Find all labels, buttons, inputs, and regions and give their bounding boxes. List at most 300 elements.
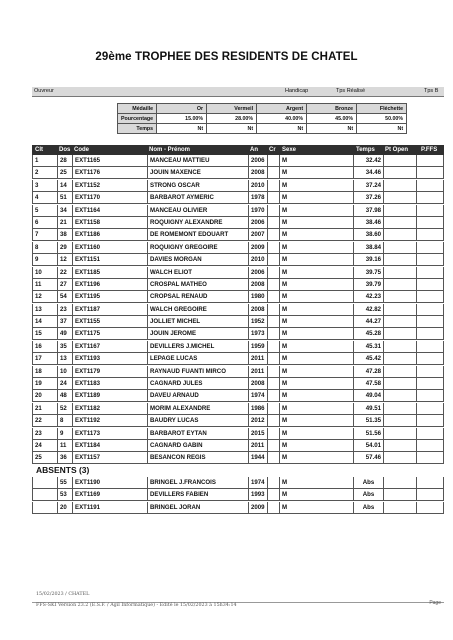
cell-sexe: M <box>279 403 353 415</box>
cell-an: 1973 <box>248 328 267 340</box>
cell-nom: BARBAROT EYTAN <box>147 428 248 440</box>
cell-an: 2006 <box>248 155 267 167</box>
cell-cr <box>267 267 279 279</box>
absent-row <box>32 489 444 501</box>
param-header: Bronze <box>307 104 357 114</box>
cell-clt: 24 <box>32 440 57 452</box>
cell-temps: 45.42 <box>353 353 383 365</box>
cell-pffs <box>416 378 444 390</box>
cell-temps: 51.35 <box>353 415 383 427</box>
cell-pt_open <box>383 428 416 440</box>
cell-clt: 9 <box>32 254 57 266</box>
cell-sexe: M <box>279 279 353 291</box>
cell-sexe: M <box>279 428 353 440</box>
cell-dos: 54 <box>57 291 72 303</box>
param-cell: 28.00% <box>207 114 257 124</box>
cell-pt_open <box>383 217 416 229</box>
cell-sexe: M <box>279 167 353 179</box>
cell-pt_open <box>383 378 416 390</box>
cell-code: EXT1195 <box>72 291 147 303</box>
table-row <box>32 242 444 254</box>
cell-cr <box>267 477 279 489</box>
cell-sexe: M <box>279 378 353 390</box>
cell-sexe: M <box>279 353 353 365</box>
cell-pt_open <box>383 341 416 353</box>
table-row <box>32 440 444 452</box>
cell-pt_open <box>383 167 416 179</box>
cell-cr <box>267 428 279 440</box>
cell-an: 1986 <box>248 403 267 415</box>
cell-nom: DEVILLERS FABIEN <box>147 489 248 501</box>
cell-code: EXT1151 <box>72 254 147 266</box>
cell-dos: 27 <box>57 279 72 291</box>
cell-temps: 34.46 <box>353 167 383 179</box>
cell-temps: 42.23 <box>353 291 383 303</box>
cell-blank <box>32 477 57 489</box>
table-row <box>32 155 444 167</box>
cell-code: EXT1190 <box>72 477 147 489</box>
param-header-row <box>118 104 407 114</box>
table-row <box>32 428 444 440</box>
cell-sexe: M <box>279 205 353 217</box>
cell-temps: 47.58 <box>353 378 383 390</box>
cell-an: 2006 <box>248 267 267 279</box>
cell-code: EXT1183 <box>72 378 147 390</box>
cell-an: 2008 <box>248 378 267 390</box>
cell-code: EXT1179 <box>72 366 147 378</box>
results-table <box>32 155 444 465</box>
col-temps: Temps <box>356 146 375 153</box>
cell-cr <box>267 378 279 390</box>
cell-nom: DEVILLERS J.MICHEL <box>147 341 248 353</box>
table-row <box>32 267 444 279</box>
cell-temps: 37.98 <box>353 205 383 217</box>
cell-clt: 12 <box>32 291 57 303</box>
tps-b-label: Tps B <box>424 88 439 94</box>
cell-code: EXT1184 <box>72 440 147 452</box>
cell-temps: 49.04 <box>353 390 383 402</box>
cell-sexe: M <box>279 415 353 427</box>
cell-code: EXT1186 <box>72 229 147 241</box>
page-label: Page <box>429 600 441 606</box>
cell-cr <box>267 217 279 229</box>
cell-clt: 8 <box>32 242 57 254</box>
table-row <box>32 328 444 340</box>
cell-an: 2009 <box>248 502 267 514</box>
table-row <box>32 304 444 316</box>
cell-temps: 38.84 <box>353 242 383 254</box>
opener-bar <box>32 87 444 96</box>
cell-an: 1959 <box>248 341 267 353</box>
cell-dos: 37 <box>57 316 72 328</box>
cell-temps: 38.60 <box>353 229 383 241</box>
cell-an: 2006 <box>248 217 267 229</box>
cell-code: EXT1192 <box>72 415 147 427</box>
cell-dos: 52 <box>57 403 72 415</box>
cell-dos: 38 <box>57 229 72 241</box>
cell-sexe: M <box>279 229 353 241</box>
cell-pt_open <box>383 502 416 514</box>
cell-temps: 37.24 <box>353 180 383 192</box>
cell-code: EXT1160 <box>72 242 147 254</box>
cell-pt_open <box>383 242 416 254</box>
cell-nom: RAYNAUD FUANTI MIRCO <box>147 366 248 378</box>
cell-clt: 23 <box>32 428 57 440</box>
ouvreur-label: Ouvreur <box>34 88 54 94</box>
cell-code: EXT1169 <box>72 489 147 501</box>
cell-cr <box>267 180 279 192</box>
table-row <box>32 378 444 390</box>
cell-pffs <box>416 502 444 514</box>
cell-pt_open <box>383 353 416 365</box>
cell-pffs <box>416 205 444 217</box>
cell-dos: 53 <box>57 489 72 501</box>
cell-code: EXT1164 <box>72 205 147 217</box>
cell-nom: BESANCON REGIS <box>147 452 248 464</box>
table-row <box>32 291 444 303</box>
cell-nom: JOUIN MAXENCE <box>147 167 248 179</box>
param-header: Médaille <box>118 104 157 114</box>
cell-nom: WALCH ELIOT <box>147 267 248 279</box>
cell-clt: 16 <box>32 341 57 353</box>
cell-clt: 17 <box>32 353 57 365</box>
cell-sexe: M <box>279 242 353 254</box>
cell-nom: ROQUIGNY ALEXANDRE <box>147 217 248 229</box>
footer-line-2: FFS-SKI Version 23.2 (E.S.F. / Agil Informatique) - Edité le 15/02/2023 à 15h34:14 <box>36 603 237 608</box>
table-row <box>32 353 444 365</box>
col-sexe: Sexe <box>282 146 297 153</box>
cell-pffs <box>416 291 444 303</box>
cell-nom: CROSPAL MATHEO <box>147 279 248 291</box>
cell-dos: 48 <box>57 390 72 402</box>
cell-pffs <box>416 489 444 501</box>
cell-pt_open <box>383 440 416 452</box>
param-header: Or <box>157 104 207 114</box>
param-cell: Nt <box>207 124 257 134</box>
cell-pffs <box>416 403 444 415</box>
cell-sexe: M <box>279 155 353 167</box>
cell-pffs <box>416 242 444 254</box>
cell-clt: 15 <box>32 328 57 340</box>
cell-clt: 25 <box>32 452 57 464</box>
cell-nom: BRINGEL JORAN <box>147 502 248 514</box>
cell-sexe: M <box>279 304 353 316</box>
medal-parameters-table <box>117 103 407 134</box>
cell-nom: STRONG OSCAR <box>147 180 248 192</box>
table-row <box>32 415 444 427</box>
cell-an: 2008 <box>248 304 267 316</box>
cell-clt: 18 <box>32 366 57 378</box>
cell-pt_open <box>383 304 416 316</box>
cell-temps: 57.46 <box>353 452 383 464</box>
param-cell: 15.00% <box>157 114 207 124</box>
cell-an: 2015 <box>248 428 267 440</box>
cell-dos: 11 <box>57 440 72 452</box>
cell-sexe: M <box>279 452 353 464</box>
cell-dos: 24 <box>57 378 72 390</box>
table-row <box>32 205 444 217</box>
cell-pffs <box>416 366 444 378</box>
cell-clt: 22 <box>32 415 57 427</box>
cell-an: 2011 <box>248 366 267 378</box>
results-column-headers <box>32 145 444 155</box>
cell-dos: 34 <box>57 205 72 217</box>
absents-table <box>32 477 444 514</box>
cell-code: EXT1175 <box>72 328 147 340</box>
footer-line-1: 15/02/2023 / CHATEL <box>36 592 90 597</box>
table-row <box>32 192 444 204</box>
cell-cr <box>267 452 279 464</box>
cell-pffs <box>416 267 444 279</box>
param-row-label: Pourcentage <box>118 114 157 124</box>
cell-clt: 5 <box>32 205 57 217</box>
cell-cr <box>267 403 279 415</box>
cell-pt_open <box>383 366 416 378</box>
cell-cr <box>267 415 279 427</box>
cell-clt: 11 <box>32 279 57 291</box>
cell-blank <box>32 502 57 514</box>
cell-sexe: M <box>279 502 353 514</box>
cell-code: EXT1176 <box>72 167 147 179</box>
cell-pt_open <box>383 390 416 402</box>
cell-cr <box>267 304 279 316</box>
table-row <box>32 254 444 266</box>
table-row <box>32 180 444 192</box>
param-cell: Nt <box>257 124 307 134</box>
cell-an: 1974 <box>248 390 267 402</box>
cell-pffs <box>416 155 444 167</box>
cell-pffs <box>416 328 444 340</box>
cell-clt: 4 <box>32 192 57 204</box>
table-row <box>32 452 444 464</box>
cell-pffs <box>416 477 444 489</box>
col-pt-open: Pt Open <box>385 146 409 153</box>
param-header: Vermeil <box>207 104 257 114</box>
cell-an: 2011 <box>248 440 267 452</box>
cell-sexe: M <box>279 180 353 192</box>
cell-pt_open <box>383 155 416 167</box>
cell-code: EXT1155 <box>72 316 147 328</box>
cell-temps: Abs <box>353 502 383 514</box>
cell-cr <box>267 328 279 340</box>
cell-nom: MANCEAU MATTIEU <box>147 155 248 167</box>
table-row <box>32 217 444 229</box>
cell-code: EXT1167 <box>72 341 147 353</box>
param-header: Argent <box>257 104 307 114</box>
cell-sexe: M <box>279 267 353 279</box>
param-cell: Nt <box>357 124 407 134</box>
cell-nom: DAVEU ARNAUD <box>147 390 248 402</box>
cell-nom: BARBAROT AYMERIC <box>147 192 248 204</box>
table-row <box>32 316 444 328</box>
cell-pt_open <box>383 205 416 217</box>
cell-pt_open <box>383 254 416 266</box>
cell-pt_open <box>383 291 416 303</box>
cell-clt: 2 <box>32 167 57 179</box>
cell-pt_open <box>383 316 416 328</box>
cell-clt: 20 <box>32 390 57 402</box>
col-code: Code <box>74 146 89 153</box>
table-row <box>32 341 444 353</box>
param-cell: 50.00% <box>357 114 407 124</box>
cell-an: 2010 <box>248 254 267 266</box>
cell-clt: 6 <box>32 217 57 229</box>
cell-pffs <box>416 229 444 241</box>
cell-pffs <box>416 279 444 291</box>
cell-pt_open <box>383 192 416 204</box>
cell-dos: 55 <box>57 477 72 489</box>
cell-dos: 29 <box>57 242 72 254</box>
cell-pffs <box>416 353 444 365</box>
cell-pffs <box>416 316 444 328</box>
param-row <box>118 124 407 134</box>
cell-cr <box>267 291 279 303</box>
cell-nom: BAUDRY LUCAS <box>147 415 248 427</box>
cell-pt_open <box>383 267 416 279</box>
cell-nom: ROQUIGNY GREGOIRE <box>147 242 248 254</box>
cell-sexe: M <box>279 341 353 353</box>
cell-cr <box>267 502 279 514</box>
cell-code: EXT1157 <box>72 452 147 464</box>
cell-temps: 37.26 <box>353 192 383 204</box>
cell-nom: DE ROMEMONT EDOUART <box>147 229 248 241</box>
cell-an: 1993 <box>248 489 267 501</box>
param-row-label: Temps <box>118 124 157 134</box>
cell-an: 1952 <box>248 316 267 328</box>
cell-dos: 25 <box>57 167 72 179</box>
cell-blank <box>32 489 57 501</box>
cell-code: EXT1173 <box>72 428 147 440</box>
table-row <box>32 390 444 402</box>
cell-nom: WALCH GREGOIRE <box>147 304 248 316</box>
cell-temps: 38.46 <box>353 217 383 229</box>
cell-sexe: M <box>279 440 353 452</box>
cell-cr <box>267 366 279 378</box>
cell-pffs <box>416 390 444 402</box>
absents-title: ABSENTS (3) <box>36 465 90 475</box>
cell-an: 1974 <box>248 477 267 489</box>
cell-pffs <box>416 217 444 229</box>
cell-clt: 13 <box>32 304 57 316</box>
cell-code: EXT1165 <box>72 155 147 167</box>
table-row <box>32 167 444 179</box>
cell-dos: 35 <box>57 341 72 353</box>
cell-code: EXT1191 <box>72 502 147 514</box>
cell-pffs <box>416 415 444 427</box>
param-cell: 40.00% <box>257 114 307 124</box>
cell-pffs <box>416 180 444 192</box>
cell-sexe: M <box>279 254 353 266</box>
cell-an: 2008 <box>248 279 267 291</box>
cell-pt_open <box>383 229 416 241</box>
cell-sexe: M <box>279 217 353 229</box>
cell-dos: 23 <box>57 304 72 316</box>
cell-sexe: M <box>279 477 353 489</box>
table-row <box>32 229 444 241</box>
cell-sexe: M <box>279 192 353 204</box>
cell-nom: DAVIES MORGAN <box>147 254 248 266</box>
cell-dos: 22 <box>57 267 72 279</box>
cell-pffs <box>416 341 444 353</box>
cell-temps: 39.79 <box>353 279 383 291</box>
cell-dos: 10 <box>57 366 72 378</box>
cell-nom: JOUIN JEROME <box>147 328 248 340</box>
cell-cr <box>267 254 279 266</box>
cell-dos: 12 <box>57 254 72 266</box>
cell-temps: 54.01 <box>353 440 383 452</box>
cell-pt_open <box>383 328 416 340</box>
cell-dos: 28 <box>57 155 72 167</box>
cell-sexe: M <box>279 489 353 501</box>
cell-sexe: M <box>279 390 353 402</box>
cell-sexe: M <box>279 328 353 340</box>
cell-code: EXT1152 <box>72 180 147 192</box>
cell-pt_open <box>383 403 416 415</box>
param-header: Fléchette <box>357 104 407 114</box>
cell-dos: 20 <box>57 502 72 514</box>
param-cell: Nt <box>307 124 357 134</box>
cell-pffs <box>416 440 444 452</box>
cell-temps: 45.28 <box>353 328 383 340</box>
cell-cr <box>267 353 279 365</box>
col-an: An <box>250 146 258 153</box>
cell-pffs <box>416 304 444 316</box>
cell-clt: 1 <box>32 155 57 167</box>
cell-temps: 32.42 <box>353 155 383 167</box>
cell-code: EXT1182 <box>72 403 147 415</box>
param-row <box>118 114 407 124</box>
cell-code: EXT1185 <box>72 267 147 279</box>
cell-temps: 39.16 <box>353 254 383 266</box>
cell-dos: 49 <box>57 328 72 340</box>
cell-nom: MANCEAU OLIVIER <box>147 205 248 217</box>
cell-an: 1944 <box>248 452 267 464</box>
cell-temps: 47.28 <box>353 366 383 378</box>
table-row <box>32 403 444 415</box>
cell-cr <box>267 155 279 167</box>
cell-pt_open <box>383 180 416 192</box>
cell-pt_open <box>383 452 416 464</box>
cell-nom: BRINGEL J.FRANCOIS <box>147 477 248 489</box>
cell-dos: 13 <box>57 353 72 365</box>
param-cell: Nt <box>157 124 207 134</box>
cell-code: EXT1187 <box>72 304 147 316</box>
cell-cr <box>267 167 279 179</box>
cell-pffs <box>416 254 444 266</box>
table-row <box>32 366 444 378</box>
page-title: 29ème TROPHEE DES RESIDENTS DE CHATEL <box>95 51 358 63</box>
cell-clt: 21 <box>32 403 57 415</box>
cell-pffs <box>416 428 444 440</box>
cell-an: 2008 <box>248 167 267 179</box>
cell-sexe: M <box>279 366 353 378</box>
cell-temps: 51.56 <box>353 428 383 440</box>
cell-temps: 39.75 <box>353 267 383 279</box>
absent-row <box>32 502 444 514</box>
param-cell: 45.00% <box>307 114 357 124</box>
cell-cr <box>267 229 279 241</box>
cell-sexe: M <box>279 291 353 303</box>
cell-clt: 7 <box>32 229 57 241</box>
cell-temps: Abs <box>353 477 383 489</box>
cell-pffs <box>416 452 444 464</box>
cell-pffs <box>416 167 444 179</box>
cell-nom: CAGNARD JULES <box>147 378 248 390</box>
cell-clt: 3 <box>32 180 57 192</box>
cell-pt_open <box>383 489 416 501</box>
cell-cr <box>267 489 279 501</box>
cell-nom: CAGNARD GABIN <box>147 440 248 452</box>
